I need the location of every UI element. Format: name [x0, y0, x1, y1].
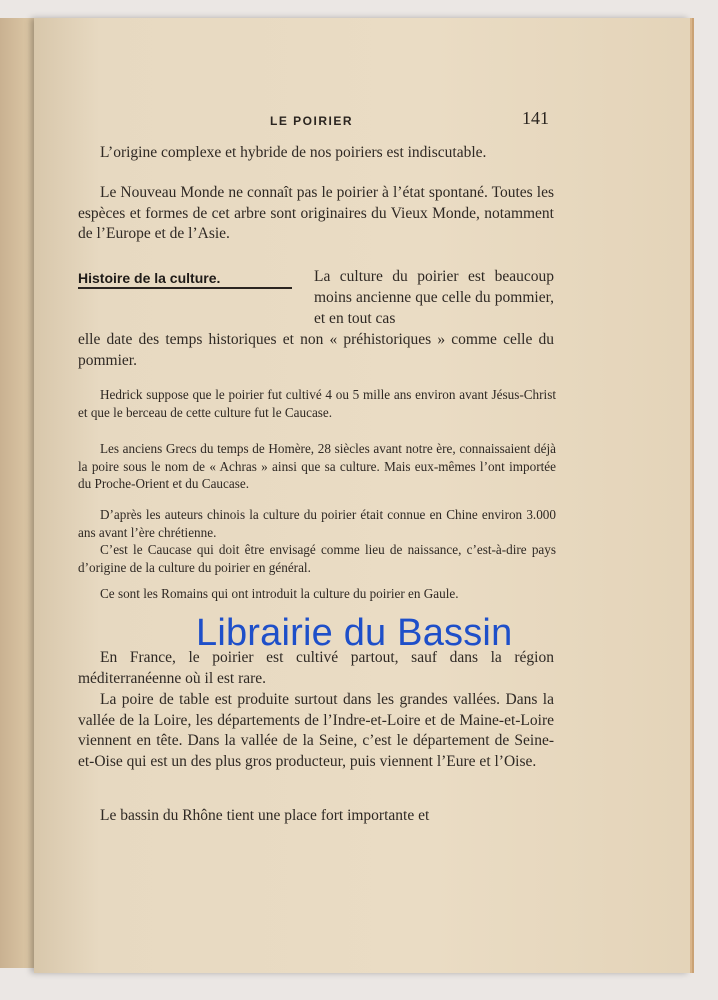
body-paragraph-1: En France, le poirier est cultivé partout, sauf dans la région méditerranéenne où il est rare.: [78, 649, 554, 687]
small-paragraph-4: C’est le Caucase qui doit être envisagé comme lieu de naissance, c’est-à-dire pays d’origine de la culture du poirier en général.: [78, 542, 556, 575]
section-heading: Histoire de la culture.: [78, 270, 292, 289]
intro-paragraph-2: Le Nouveau Monde ne connaît pas le poirier à l’état spontané. Toutes les espèces et formes de cet arbre sont originaires du Vieux Monde, notamment de l’Europe et de l’Asie.: [78, 184, 554, 242]
page-number: 141: [522, 108, 549, 128]
small-paragraph-5: Ce sont les Romains qui ont introduit la culture du poirier en Gaule.: [100, 586, 459, 601]
intro-paragraph-1: L’origine complexe et hybride de nos poiriers est indiscutable.: [100, 144, 487, 161]
section-text-start: La culture du poirier est beaucoup moins ancienne que celle du pommier, et en tout cas: [314, 268, 554, 327]
running-header: LE POIRIER: [270, 114, 354, 128]
section-text-end: elle date des temps historiques et non « préhistoriques » comme celle du pommier.: [78, 331, 554, 369]
small-paragraph-1: Hedrick suppose que le poirier fut cultivé 4 ou 5 mille ans environ avant Jésus-Christ et que le berceau de cette culture fut le Caucase.: [78, 387, 556, 420]
small-paragraph-2: Les anciens Grecs du temps de Homère, 28 siècles avant notre ère, connaissaient déjà la poire sous le nom de « Achras » ainsi que sa culture. Mais eux-mêmes l’ont importée du Proche-Orient et du Caucase.: [78, 441, 556, 492]
small-paragraph-3: D’après les auteurs chinois la culture du poirier était connue en Chine environ 3.000 ans avant l’ère chrétienne.: [78, 507, 556, 540]
body-paragraph-3: Le bassin du Rhône tient une place fort importante et: [100, 807, 430, 824]
watermark: Librairie du Bassin: [196, 612, 513, 654]
body-paragraph-2: La poire de table est produite surtout dans les grandes vallées. Dans la vallée de la Loire, les départements de l’Indre-et-Loire et de Maine-et-Loire viennent en tête. Dans la vallée de la Seine, c’est le département de Seine-et-Oise qui est un des plus gros producteur, puis viennent l’Eure et l’Oise.: [78, 691, 554, 770]
